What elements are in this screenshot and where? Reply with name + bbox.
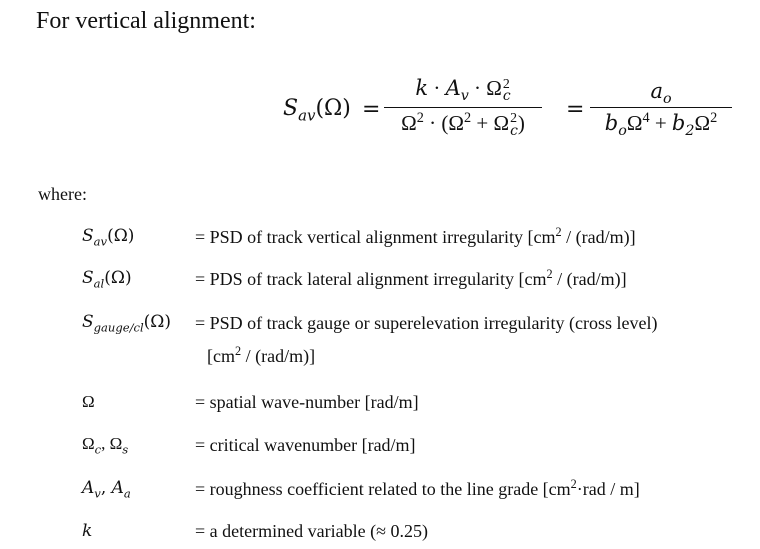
fraction-1-numerator [384, 76, 542, 107]
description-text: = PDS of track lateral alignment irregularity [cm [195, 269, 547, 289]
description-text-end: / (rad/m)] [552, 269, 627, 289]
equals-sign-2: = [566, 97, 585, 122]
num-k: k [415, 76, 429, 100]
symbol-letter: S [82, 226, 94, 246]
definition-symbol-k: k [82, 521, 93, 541]
symbol-letter: S [82, 312, 94, 332]
num-A-sub: v [460, 88, 469, 105]
den2-t2-sup: 2 [710, 110, 718, 126]
lhs-symbol: S [283, 96, 299, 121]
symbol-letter-2: A [111, 478, 124, 498]
den2-t1: Ω [626, 111, 643, 135]
description-superscript: 2 [546, 267, 553, 281]
section-heading: For vertical alignment: [36, 8, 256, 34]
where-label: where: [38, 184, 87, 204]
definition-description-s-gauge-continued [207, 346, 315, 367]
description-text: [cm [207, 346, 235, 366]
den2-b0: b [604, 111, 619, 135]
definition-symbol-s-av [82, 226, 135, 249]
den2-b2: b [671, 111, 686, 135]
den2-b0-sub: o [618, 123, 627, 140]
definition-symbol-omega: Ω [82, 392, 95, 411]
num-omega-sup: 2 [502, 75, 510, 91]
den-a: Ω [401, 110, 417, 135]
den-c-sup: 2 [510, 110, 518, 126]
description-text-end: / (rad/m)] [241, 346, 316, 366]
definition-symbol-s-al [82, 268, 132, 291]
symbol-letter: A [82, 478, 95, 498]
num-omega: Ω [486, 76, 502, 100]
description-superscript: 2 [234, 344, 242, 358]
definition-symbol-s-gauge [82, 312, 172, 335]
den-c: + Ω [471, 110, 510, 135]
equation-lhs [283, 96, 351, 125]
num-dot-2: · [468, 76, 487, 100]
symbol-separator: , [100, 478, 112, 498]
num-A: A [445, 76, 461, 100]
equals-sign: = [362, 97, 381, 122]
definition-description-s-av [195, 227, 636, 248]
symbol-subscript: v [94, 486, 101, 501]
fraction-1 [384, 76, 542, 137]
symbol-separator: , [101, 434, 110, 453]
description-text-end: ·rad / m] [576, 479, 640, 499]
den2-plus: + [649, 111, 672, 135]
den-c-sub: c [510, 122, 518, 139]
den-b-sup: 2 [463, 109, 472, 126]
den-b: · (Ω [423, 110, 464, 135]
symbol-subscript: al [93, 276, 105, 291]
lhs-argument: (Ω) [315, 96, 351, 121]
definition-description-omega-c-s: = critical wavenumber [rad/m] [195, 435, 416, 455]
symbol-letter: S [82, 268, 94, 288]
definition-symbol-a-v-a [82, 478, 131, 501]
definition-description-omega: = spatial wave-number [rad/m] [195, 392, 419, 412]
definition-symbol-omega-c-s [82, 434, 129, 457]
symbol-argument: (Ω) [107, 226, 135, 246]
fraction-2-denominator [590, 108, 732, 140]
definition-description-a-v-a [195, 479, 640, 500]
description-text-end: / (rad/m)] [561, 227, 636, 247]
den2-b2-sub: 2 [685, 123, 695, 140]
lhs-subscript: av [298, 106, 316, 125]
symbol-subscript: gauge/cl [93, 320, 144, 335]
num-dot-1: · [428, 76, 446, 100]
definition-description-s-gauge: = PSD of track gauge or superelevation irregularity (cross level) [195, 313, 658, 333]
num2-a-sub: o [662, 91, 672, 108]
fraction-1-denominator [384, 108, 542, 138]
description-superscript: 2 [570, 477, 577, 491]
symbol-subscript: c [94, 442, 102, 457]
num2-a: a [650, 79, 663, 103]
symbol-subscript-2: s [122, 442, 129, 457]
fraction-2 [590, 79, 732, 140]
den-d: ) [517, 110, 525, 135]
den-a-sup: 2 [416, 109, 424, 126]
den2-t2: Ω [694, 111, 711, 135]
fraction-2-numerator [590, 79, 732, 107]
symbol-subscript: av [93, 234, 108, 249]
description-superscript: 2 [555, 225, 562, 239]
num-omega-sub: c [502, 88, 511, 105]
symbol-letter: Ω [82, 434, 95, 453]
definition-description-s-al [195, 269, 627, 290]
description-text: = roughness coefficient related to the line grade [cm [195, 479, 571, 499]
symbol-subscript-2: a [123, 486, 131, 501]
symbol-argument: (Ω) [104, 268, 132, 288]
description-text: = PSD of track vertical alignment irregularity [cm [195, 227, 556, 247]
symbol-argument: (Ω) [143, 312, 172, 332]
symbol-letter-2: Ω [109, 434, 123, 453]
definition-description-k: = a determined variable (≈ 0.25) [195, 521, 428, 541]
den2-t1-sup: 4 [642, 110, 650, 126]
